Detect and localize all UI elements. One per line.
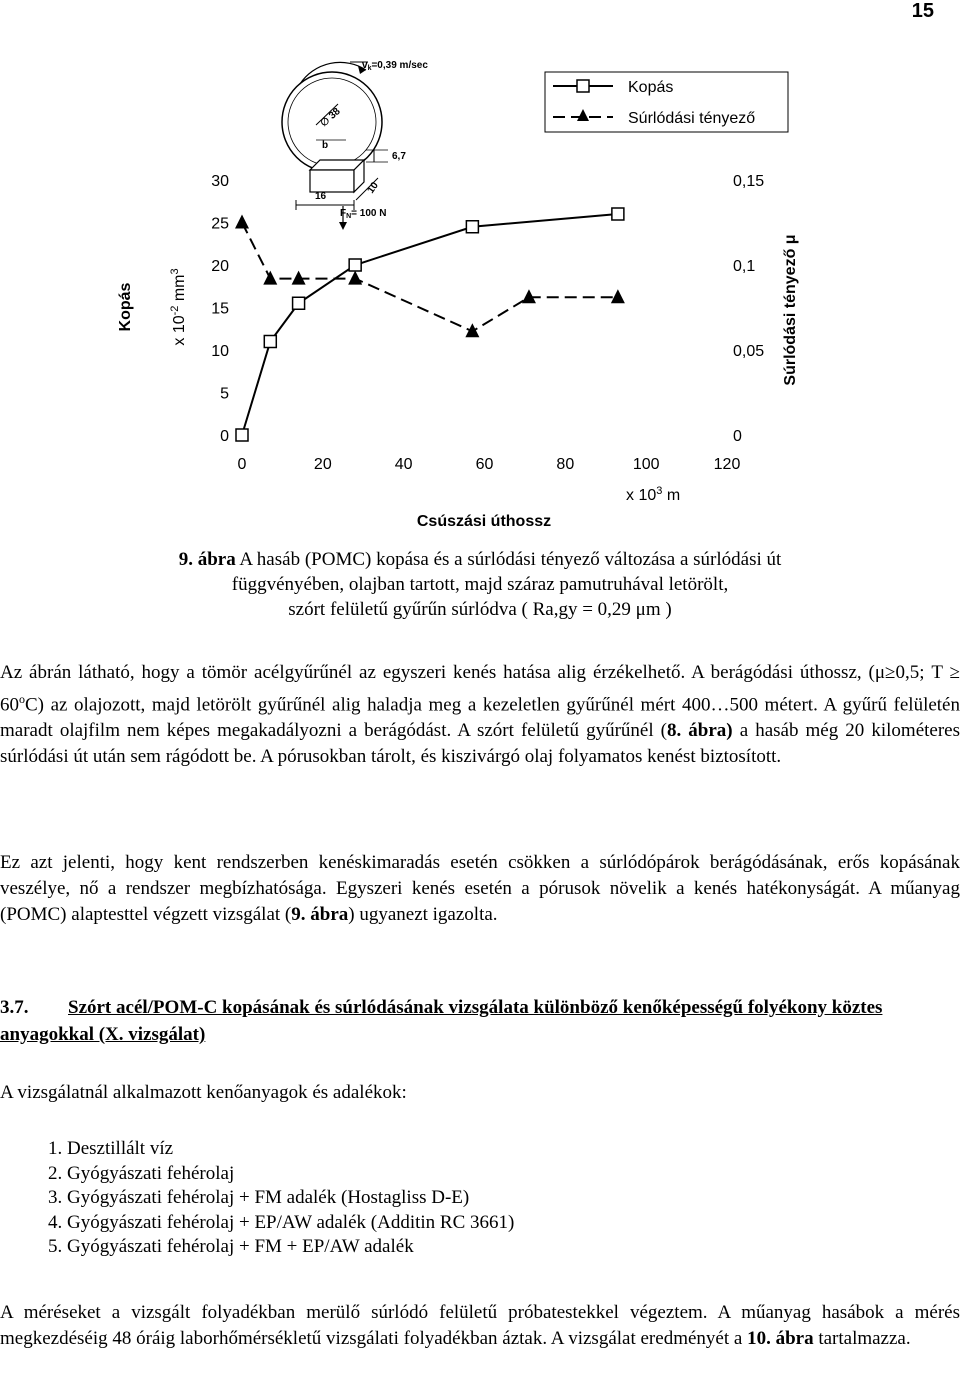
dim-10-label: 10 <box>365 180 381 196</box>
data-series <box>235 208 625 441</box>
figure-9-chart <box>0 0 960 540</box>
x-axis-title: Csúszási úthossz <box>416 513 552 530</box>
right-tick-label: 0,15 <box>733 173 765 190</box>
caption-label: 9. ábra <box>178 549 236 570</box>
kopas-point <box>264 336 276 348</box>
right-axis-title: Súrlódási tényező μ <box>782 234 799 386</box>
left-tick-label: 10 <box>211 343 229 360</box>
b-label: b <box>322 140 329 151</box>
paragraph-1: Az ábrán látható, hogy a tömör acélgyűrűnél az egyszeri kenés hatása alig érzékelhető. A berágódási úthossz, (μ≥0,5; $T \ge 60^oC$) az olajozott, majd letörölt gyűrűnél alig haladja meg a kezeletlen gyűrűnél mért 400…500 métert. A gyűrű felületén maradt olajfilm nem képes megakadályozni a berágódást. A szórt felületű gyűrűnél (8. ábra) a hasáb még 20 kilométeres súrlódási út után sem rágódott be. A pórusokban tárolt, és kiszivárgó olaj folyamatos kenést biztosított. <box>0 662 960 768</box>
list-item: 2. Gyógyászati fehérolaj <box>48 1162 235 1184</box>
surlodasi-point <box>235 215 249 229</box>
series-kopas-line <box>242 214 618 435</box>
speed-label: $v_k=0,39$ m/sec <box>362 60 428 72</box>
list-item: 1. Desztillált víz <box>48 1138 174 1159</box>
x-tick-label: 100 <box>632 456 660 473</box>
kopas-point <box>349 259 361 271</box>
right-tick-label: 0,05 <box>733 343 765 360</box>
left-tick-label: 20 <box>211 258 229 275</box>
surlodasi-point <box>465 323 479 337</box>
diameter-label: ∅ 38 <box>318 106 343 130</box>
left-tick-label: 0 <box>220 428 229 445</box>
force-label: $F_N= 100$ N <box>340 208 387 220</box>
kopas-point <box>612 208 624 220</box>
legend-label-kopas: Kopás <box>628 79 674 96</box>
test-setup-schematic <box>282 60 428 230</box>
block-front <box>310 170 354 192</box>
legend-label-surlodasi: Súrlódási tényező <box>628 110 756 127</box>
caption-line-1: A hasáb (POMC) kopása és a súrlódási tényező változása a súrlódási út <box>235 549 782 570</box>
x-tick-label: 40 <box>394 456 413 473</box>
list-item: 3. Gyógyászati fehérolaj + FM adalék (Hostagliss D-E) <box>48 1187 470 1208</box>
list-item: 5. Gyógyászati fehérolaj + FM + EP/AW adalék <box>48 1236 414 1257</box>
left-tick-label: 5 <box>220 385 229 403</box>
left-tick-label: 15 <box>211 300 229 318</box>
figure-caption <box>0 547 960 622</box>
caption-line-3: szórt felületű gyűrűn súrlódva ( Ra,gy = 0,29 μm ) <box>288 599 672 620</box>
kopas-point <box>466 221 478 233</box>
right-tick-label: 0,1 <box>733 258 756 275</box>
x-tick-label: 60 <box>475 456 494 473</box>
surlodasi-point <box>263 271 277 285</box>
section-heading: 3.7. Szórt acél/POM-C kopásának és súrlódásának vizsgálata különböző kenőképességű folyékony köztes anyagokkal (X. vizsgálat) <box>0 997 883 1045</box>
kopas-point <box>293 297 305 309</box>
surlodasi-point <box>348 271 362 285</box>
dim-6-7-label: 6,7 <box>392 151 406 162</box>
page-number: 15 <box>911 0 934 22</box>
lubricant-intro: A vizsgálatnál alkalmazott kenőanyagok és adalékok: <box>0 1082 407 1103</box>
list-item: 4. Gyógyászati fehérolaj + EP/AW adalék (Additin RC 3661) <box>48 1211 515 1233</box>
x-tick-label: 0 <box>237 456 247 473</box>
x-tick-label: 20 <box>313 456 332 473</box>
lubricant-list <box>48 1137 514 1260</box>
left-axis-unit: x $10^{-2}$ $mm^3$ <box>169 268 188 346</box>
chart-legend <box>545 72 788 132</box>
x-tick-label: 80 <box>556 456 575 473</box>
rotation-arrow <box>300 62 366 84</box>
left-tick-label: 30 <box>211 173 229 190</box>
left-tick-label: 25 <box>211 215 229 233</box>
legend-square-marker <box>577 80 589 92</box>
kopas-point <box>236 429 248 441</box>
paragraph-2: Ez azt jelenti, hogy kent rendszerben kenéskimaradás esetén csökken a súrlódópárok berágódásának, erős kopásának veszélye, nő a rendszer megbízhatósága. Egyszeri kenés esetén a pórusok növelik a kenés hatékonyságát. A műanyag (POMC) alaptesttel végzett vizsgálat (9. ábra) ugyanezt igazolta. <box>0 852 960 925</box>
dim-16-label: 16 <box>315 191 327 202</box>
surlodasi-point <box>611 289 625 303</box>
x-tick-label: 120 <box>713 456 741 473</box>
paragraph-3: A méréseket a vizsgált folyadékban merülő súrlódó felületű próbatestekkel végeztem. A műanyag hasábok a mérés megkezdéséig 48 óráig laborhőmérsékletű vizsgálati folyadékban áztak. A vizsgálat eredményét a 10. ábra tartalmazza. <box>0 1302 960 1349</box>
right-tick-label: 0 <box>733 428 742 445</box>
caption-line-2: függvényében, olajban tartott, majd száraz pamutruhával letörölt, <box>231 574 729 595</box>
x-axis-unit: x $10^3$ m <box>626 485 681 504</box>
left-axis-title: Kopás <box>117 282 134 332</box>
